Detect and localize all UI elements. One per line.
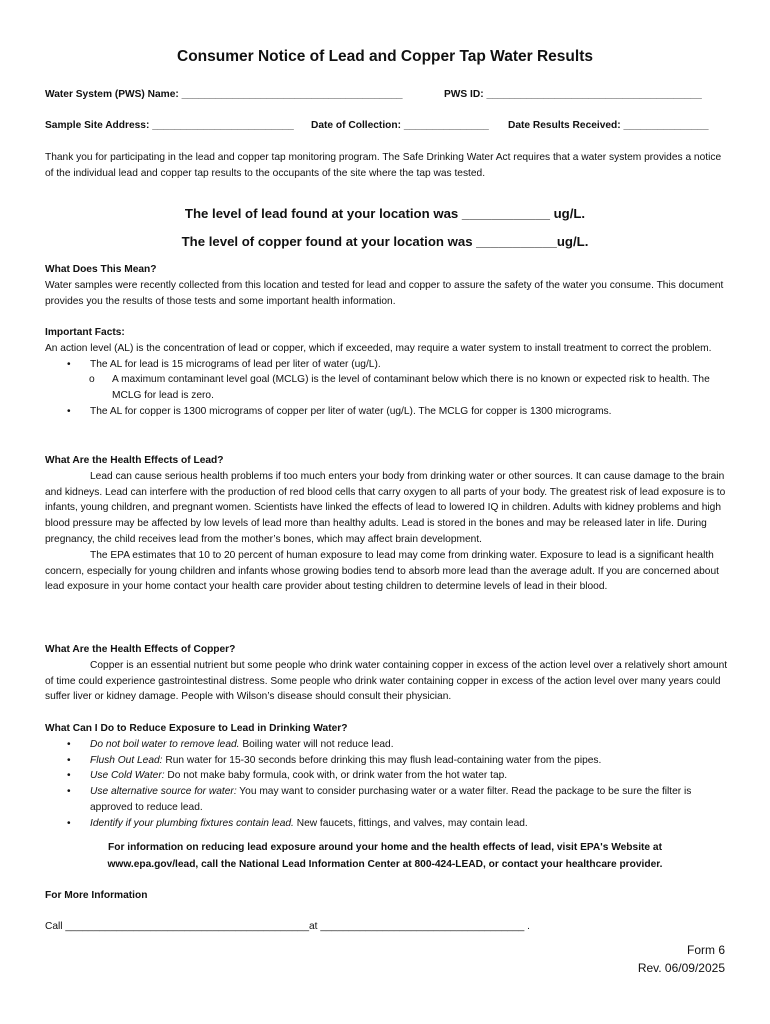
date-of-collection-field: Date of Collection: _______________	[311, 120, 489, 131]
call-line: Call ___________________________________________at ____________________________________ .	[45, 921, 530, 932]
more-info-heading: For More Information	[45, 890, 148, 901]
facts-heading: Important Facts:	[45, 327, 125, 338]
bullet-icon: •	[67, 770, 71, 782]
bullet-icon: •	[67, 817, 71, 829]
copper-effects-p1: Copper is an essential nutrient but some people who drink water containing copper in excess of the action level over a relatively short amount of time could experience gastrointestinal distress. Some people who drink water containing copper in excess of the action level over many years could suffer liver or kidney damage. People with Wilson’s disease should consult their physician.	[45, 659, 728, 703]
list-item: • Flush Out Lead: Run water for 15-30 seconds before drinking this may flush lead-containing water from the pipes.	[45, 753, 729, 769]
sample-site-address-field: Sample Site Address: _________________________	[45, 120, 294, 131]
fact-bullet-copper-al: • The AL for copper is 1300 micrograms of copper per liter of water (ug/L). The MCLG for copper is 1300 micrograms.	[45, 404, 729, 420]
bullet-icon: •	[67, 405, 71, 417]
info-line-1: For information on reducing lead exposure around your home and the health effects of lead, visit EPA's Website at	[108, 842, 662, 853]
date-results-received-field: Date Results Received: _______________	[508, 120, 709, 131]
form-number: Form 6	[686, 943, 725, 957]
copper-effects-section	[45, 642, 729, 705]
fact-bullet-lead-al: • The AL for lead is 15 micrograms of lead per liter of water (ug/L).	[45, 357, 729, 373]
bullet-icon: •	[67, 754, 71, 766]
bullet-icon: •	[67, 738, 71, 750]
reduce-exposure-section	[45, 721, 729, 832]
sub-bullet-icon: o	[89, 374, 95, 386]
list-item: • Identify if your plumbing fixtures contain lead. New faucets, fittings, and valves, may contain lead.	[45, 816, 729, 832]
lead-level-statement: The level of lead found at your location was ____________ ug/L.	[184, 206, 586, 221]
lead-effects-p1: Lead can cause serious health problems if too much enters your body from drinking water or other sources. It can cause damage to the brain and kidneys. Lead can interfere with the production of red blood cells that carry oxygen to all parts of your body. The greatest risk of lead exposure is to infants, young children, and pregnant women. Scientists have linked the effects of lead to lowered IQ in children. Adults with kidney problems and high blood pressure may be affected by low levels of lead more than healthy adults. Lead is stored in the bones and may be released later in life. During pregnancy, the child receives lead from the mother’s bones, which may affect brain development.	[45, 470, 726, 545]
lead-effects-p2: The EPA estimates that 10 to 20 percent of human exposure to lead may come from drinking water. Exposure to lead is a significant health concern, especially for young children and infants whose growing bodies tend to absorb more lead than the average adult. If you are concerned about lead exposure in your home contact your health care provider about testing children to determine levels of lead in their blood.	[45, 549, 719, 593]
page-title: Consumer Notice of Lead and Copper Tap Water Results	[177, 48, 593, 65]
lead-effects-heading: What Are the Health Effects of Lead?	[45, 455, 224, 466]
meaning-text: Water samples were recently collected from this location and tested for lead and copper to assure the safety of the water you consume. This document provides you the results of those tests and some important health information.	[45, 279, 724, 307]
revision-date: Rev. 06/09/2025	[637, 961, 725, 975]
copper-level-statement: The level of copper found at your location was ___________ug/L.	[181, 234, 589, 249]
list-item: • Use alternative source for water: You may want to consider purchasing water or a water filter. Read the package to be sure the filter is approved to reduce lead.	[67, 786, 692, 813]
intro-paragraph: Thank you for participating in the lead and copper tap monitoring program. The Safe Drinking Water Act requires that a water system provides a notice of the individual lead and copper tap results to the occupants of the site where the tap was tested.	[45, 152, 722, 179]
pws-name-field: Water System (PWS) Name: _______________________________________	[45, 89, 403, 100]
bullet-icon: •	[67, 786, 71, 798]
important-facts-section	[45, 325, 729, 420]
facts-text: An action level (AL) is the concentration of lead or copper, which if exceeded, may require a water system to install treatment to correct the problem.	[45, 342, 712, 354]
copper-effects-heading: What Are the Health Effects of Copper?	[45, 644, 236, 655]
reduce-heading: What Can I Do to Reduce Exposure to Lead in Drinking Water?	[45, 723, 348, 734]
lead-effects-section	[45, 453, 729, 595]
fact-subbullet-mclg: o A maximum contaminant level goal (MCLG) is the level of contaminant below which there is no known or expected risk to health. The MCLG for lead is zero.	[89, 374, 710, 402]
meaning-section	[45, 262, 729, 309]
bullet-icon: •	[67, 358, 71, 370]
list-item: • Use Cold Water: Do not make baby formula, cook with, or drink water from the hot water tap.	[45, 768, 729, 784]
pws-id-field: PWS ID: ______________________________________	[444, 89, 702, 100]
list-item: • Do not boil water to remove lead. Boiling water will not reduce lead.	[45, 737, 729, 753]
info-line-2: www.epa.gov/lead, call the National Lead Information Center at 800-424-LEAD, or contact your healthcare provider.	[107, 859, 663, 870]
meaning-heading: What Does This Mean?	[45, 264, 157, 275]
